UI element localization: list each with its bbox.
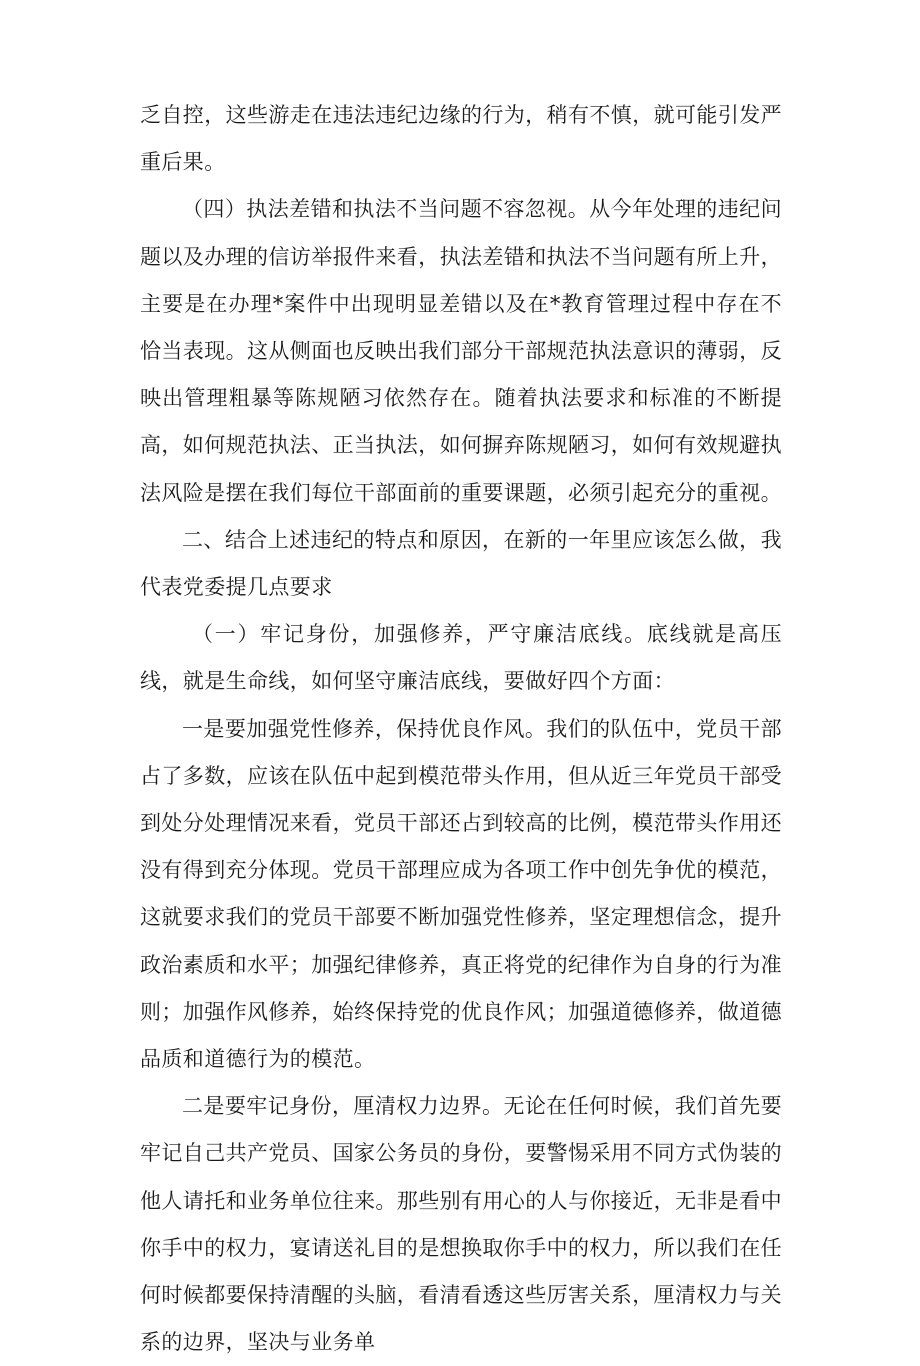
- paragraph-continuation: 乏自控，这些游走在违法违纪边缘的行为，稍有不慎，就可能引发严重后果。: [140, 103, 782, 175]
- document-page: [140, 92, 782, 1366]
- paragraph-point-one: 一是要加强党性修养，保持优良作风。我们的队伍中，党员干部占了多数，应该在队伍中起到模范带头作用，但从近三年党员干部受到处分处理情况来看，党员干部还占到较高的比例，模范带头作用还没有得到充分体现。党员干部理应成为各项工作中创先争优的模范，这就要求我们的党员干部要不断加强党性修养，坚定理想信念，提升政治素质和水平；加强纪律修养，真正将党的纪律作为自身的行为准则；加强作风修养，始终保持党的优良作风；加强道德修养，做道德品质和道德行为的模范。: [140, 716, 782, 1072]
- paragraph-point-two: 二是要牢记身份，厘清权力边界。无论在任何时候，我们首先要牢记自己共产党员、国家公务员的身份，要警惕采用不同方式伪装的他人请托和业务单位往来。那些别有用心的人与你接近，无非是看中你手中的权力，宴请送礼目的是想换取你手中的权力，所以我们在任何时候都要保持清醒的头脑，看清看透这些厉害关系，厘清权力与关系的边界，坚决与业务单: [140, 1094, 782, 1355]
- paragraph-subsection-one: （一）牢记身份，加强修养，严守廉洁底线。底线就是高压线，就是生命线，如何坚守廉洁底线，要做好四个方面：: [140, 622, 782, 694]
- paragraph-section-four: （四）执法差错和执法不当问题不容忽视。从今年处理的违纪问题以及办理的信访举报件来看，执法差错和执法不当问题有所上升，主要是在办理*案件中出现明显差错以及在*教育管理过程中存在不恰当表现。这从侧面也反映出我们部分干部规范执法意识的薄弱，反映出管理粗暴等陈规陋习依然存在。随着执法要求和标准的不断提高，如何规范执法、正当执法，如何摒弃陈规陋习，如何有效规避执法风险是摆在我们每位干部面前的重要课题，必须引起充分的重视。: [140, 197, 782, 505]
- paragraph-heading-two: 二、结合上述违纪的特点和原因，在新的一年里应该怎么做，我代表党委提几点要求: [140, 527, 782, 600]
